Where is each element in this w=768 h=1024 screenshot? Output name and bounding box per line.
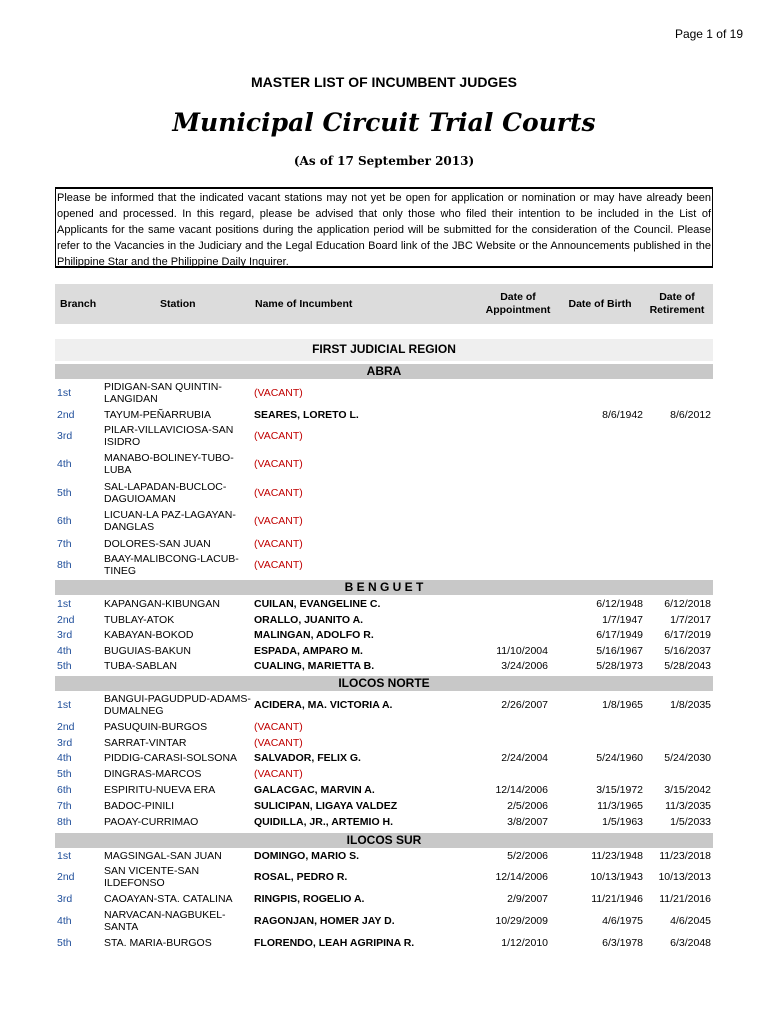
incumbent-cell: SALVADOR, FELIX G. [254, 752, 361, 764]
incumbent-cell: (VACANT) [254, 487, 303, 499]
appointment-cell: 2/9/2007 [507, 893, 548, 905]
incumbent-cell: (VACANT) [254, 720, 303, 733]
branch-cell: 7th [57, 537, 72, 550]
birth-cell: 1/7/1947 [602, 613, 643, 626]
station-cell: PASUQUIN-BURGOS [104, 720, 208, 733]
station-cell: ESPIRITU-NUEVA ERA [104, 784, 216, 796]
retirement-cell [645, 551, 711, 579]
table-row [55, 848, 713, 863]
appointment-cell: 12/14/2006 [495, 784, 548, 796]
appointment-cell: 12/14/2006 [495, 871, 548, 883]
branch-cell: 4th [57, 915, 72, 927]
birth-cell: 11/3/1965 [597, 800, 643, 812]
province-header: ABRA [55, 364, 713, 379]
branch-cell: 3rd [57, 736, 73, 749]
appointment-cell [445, 719, 548, 734]
retirement-cell [645, 766, 711, 781]
station-cell: SAL-LAPADAN-BUCLOC-DAGUIOAMAN [104, 481, 227, 505]
appointment-cell [445, 536, 548, 551]
station-cell: DOLORES-SAN JUAN [104, 537, 211, 550]
retirement-cell [645, 507, 711, 535]
branch-cell: 1st [57, 387, 72, 399]
retirement-cell [645, 422, 711, 450]
retirement-cell: 11/3/2035 [665, 800, 711, 812]
branch-cell: 1st [57, 849, 72, 862]
branch-cell: 2nd [57, 871, 75, 883]
station-cell: PAOAY-CURRIMAO [104, 816, 199, 828]
region-title: FIRST JUDICIAL REGION [55, 339, 713, 361]
station-cell: DINGRAS-MARCOS [104, 767, 202, 780]
header-name: Name of Incumbent [255, 297, 353, 310]
appointment-cell: 2/5/2006 [507, 800, 548, 812]
station-cell: MAGSINGAL-SAN JUAN [104, 849, 222, 862]
branch-cell: 3rd [57, 629, 73, 641]
branch-cell: 5th [57, 660, 72, 672]
birth-cell [552, 735, 643, 750]
birth-cell [552, 507, 643, 535]
birth-cell: 5/24/1960 [596, 752, 643, 764]
birth-cell [552, 719, 643, 734]
branch-cell: 4th [57, 458, 72, 470]
station-cell: TUBLAY-ATOK [104, 613, 175, 626]
station-cell: BADOC-PINILI [104, 800, 175, 812]
retirement-cell: 1/7/2017 [670, 613, 711, 626]
birth-cell: 5/28/1973 [596, 660, 643, 672]
birth-cell: 11/21/1946 [591, 893, 643, 905]
branch-cell: 6th [57, 515, 72, 527]
birth-cell: 8/6/1942 [602, 408, 643, 421]
province-header: ILOCOS SUR [55, 833, 713, 848]
incumbent-cell: SULICIPAN, LIGAYA VALDEZ [254, 800, 398, 812]
table-row [55, 798, 713, 814]
station-cell: BUGUIAS-BAKUN [104, 644, 191, 657]
birth-cell [552, 422, 643, 450]
branch-cell: 5th [57, 487, 72, 499]
incumbent-cell: GALACGAC, MARVIN A. [254, 784, 375, 796]
table-row [55, 907, 713, 935]
table-row [55, 643, 713, 658]
station-cell: SAN VICENTE-SAN ILDEFONSO [104, 865, 200, 889]
birth-cell [552, 766, 643, 781]
table-row [55, 422, 713, 450]
header-birth: Date of Birth [568, 297, 632, 310]
table-row [55, 691, 713, 719]
retirement-cell: 5/28/2043 [664, 660, 711, 672]
notice-box: Please be informed that the indicated vacant stations may not yet be open for application or nomination or may have already been opened and processed. In this regard, please be advised that only those who filed their intention to be included in the List of Applicants for the same vacant positions during the application period will be submitted for the consideration of the Council. Please refer to the Vacancies in the Judiciary and the Legal Education Board link of the JBC Website or the Announcements published in the Philippine Star and the Philippine Daily Inquirer. [55, 187, 713, 268]
branch-cell: 5th [57, 767, 72, 780]
table-row [55, 379, 713, 407]
appointment-cell [445, 379, 548, 407]
birth-cell: 1/8/1965 [602, 699, 643, 711]
birth-cell: 6/3/1978 [602, 937, 643, 949]
birth-cell: 11/23/1948 [591, 849, 643, 862]
retirement-cell: 11/23/2018 [659, 849, 711, 862]
birth-cell [552, 450, 643, 478]
table-row [55, 551, 713, 579]
station-cell: BANGUI-PAGUDPUD-ADAMS-DUMALNEG [104, 693, 251, 717]
branch-cell: 7th [57, 800, 72, 812]
incumbent-cell: (VACANT) [254, 767, 303, 780]
incumbent-cell: DOMINGO, MARIO S. [254, 849, 359, 862]
appointment-cell: 5/2/2006 [507, 849, 548, 862]
table-row [55, 750, 713, 766]
retirement-cell: 10/13/2013 [658, 871, 711, 883]
header-branch: Branch [60, 297, 97, 310]
table-row [55, 735, 713, 750]
appointment-cell: 2/24/2004 [501, 752, 548, 764]
table-row [55, 612, 713, 627]
incumbent-cell: RINGPIS, ROGELIO A. [254, 893, 365, 905]
station-cell: TUBA-SABLAN [104, 660, 177, 672]
retirement-cell: 1/5/2033 [670, 816, 711, 828]
table-row [55, 891, 713, 907]
incumbent-cell: ROSAL, PEDRO R. [254, 871, 348, 883]
province-header: ILOCOS NORTE [55, 676, 713, 691]
birth-cell [552, 551, 643, 579]
page-number: Page 1 of 19 [674, 27, 743, 41]
incumbent-cell: SEARES, LORETO L. [254, 408, 359, 421]
birth-cell [552, 536, 643, 551]
header-appointment: Date of Appointment [485, 291, 551, 316]
retirement-cell [645, 479, 711, 507]
appointment-cell [445, 735, 548, 750]
appointment-cell [445, 766, 548, 781]
station-cell: MANABO-BOLINEY-TUBO-LUBA [104, 452, 234, 476]
header-station: Station [160, 297, 196, 310]
birth-cell [552, 479, 643, 507]
retirement-cell [645, 536, 711, 551]
incumbent-cell: RAGONJAN, HOMER JAY D. [254, 915, 395, 927]
incumbent-cell: (VACANT) [254, 458, 303, 470]
incumbent-cell: (VACANT) [254, 537, 303, 550]
table-row [55, 782, 713, 798]
branch-cell: 1st [57, 699, 72, 711]
retirement-cell: 1/8/2035 [670, 699, 711, 711]
retirement-cell: 5/24/2030 [664, 752, 711, 764]
incumbent-cell: CUALING, MARIETTA B. [254, 660, 375, 672]
branch-cell: 3rd [57, 430, 73, 442]
table-row [55, 719, 713, 734]
table-row [55, 766, 713, 781]
station-cell: TAYUM-PEÑARRUBIA [104, 408, 211, 421]
station-cell: STA. MARIA-BURGOS [104, 937, 212, 949]
table-row [55, 627, 713, 643]
birth-cell: 6/12/1948 [596, 598, 643, 610]
province-header: B E N G U E T [55, 580, 713, 595]
birth-cell [552, 379, 643, 407]
table-header [55, 284, 713, 324]
incumbent-cell: FLORENDO, LEAH AGRIPINA R. [254, 937, 415, 949]
table-row [55, 935, 713, 951]
appointment-cell [445, 422, 548, 450]
table-row [55, 863, 713, 891]
station-cell: KAPANGAN-KIBUNGAN [104, 598, 220, 610]
station-cell: NARVACAN-NAGBUKEL-SANTA [104, 909, 226, 933]
retirement-cell: 6/12/2018 [664, 598, 711, 610]
branch-cell: 5th [57, 937, 72, 949]
table-row [55, 407, 713, 422]
station-cell: KABAYAN-BOKOD [104, 629, 194, 641]
retirement-cell: 5/16/2037 [664, 644, 711, 657]
incumbent-cell: (VACANT) [254, 515, 303, 527]
branch-cell: 2nd [57, 613, 75, 626]
incumbent-cell: QUIDILLA, JR., ARTEMIO H. [254, 816, 394, 828]
retirement-cell: 8/6/2012 [670, 408, 711, 421]
table-row [55, 479, 713, 507]
appointment-cell: 3/8/2007 [507, 816, 548, 828]
table-row [55, 507, 713, 535]
table-row [55, 596, 713, 612]
retirement-cell: 4/6/2045 [670, 915, 711, 927]
birth-cell: 6/17/1949 [596, 629, 643, 641]
retirement-cell: 6/17/2019 [664, 629, 711, 641]
branch-cell: 8th [57, 559, 72, 571]
incumbent-cell: ORALLO, JUANITO A. [254, 613, 364, 626]
incumbent-cell: (VACANT) [254, 387, 303, 399]
birth-cell: 3/15/1972 [596, 784, 643, 796]
document-subtitle: Municipal Circuit Trial Courts [172, 108, 596, 137]
retirement-cell [645, 719, 711, 734]
retirement-cell [645, 450, 711, 478]
birth-cell: 4/6/1975 [602, 915, 643, 927]
branch-cell: 1st [57, 598, 72, 610]
branch-cell: 8th [57, 816, 72, 828]
appointment-cell: 1/12/2010 [501, 937, 548, 949]
retirement-cell: 11/21/2016 [659, 893, 711, 905]
incumbent-cell: ACIDERA, MA. VICTORIA A. [254, 699, 393, 711]
table-row [55, 658, 713, 674]
station-cell: CAOAYAN-STA. CATALINA [104, 893, 233, 905]
appointment-cell [445, 627, 548, 643]
appointment-cell [445, 479, 548, 507]
incumbent-cell: (VACANT) [254, 736, 303, 749]
birth-cell: 5/16/1967 [596, 644, 643, 657]
branch-cell: 4th [57, 752, 72, 764]
appointment-cell [445, 450, 548, 478]
appointment-cell: 11/10/2004 [496, 644, 548, 657]
birth-cell: 1/5/1963 [602, 816, 643, 828]
station-cell: BAAY-MALIBCONG-LACUB-TINEG [104, 553, 239, 577]
appointment-cell [445, 551, 548, 579]
retirement-cell: 6/3/2048 [670, 937, 711, 949]
appointment-cell: 3/24/2006 [501, 660, 548, 672]
station-cell: PIDIGAN-SAN QUINTIN-LANGIDAN [104, 381, 222, 405]
retirement-cell [645, 379, 711, 407]
branch-cell: 4th [57, 644, 72, 657]
retirement-cell [645, 735, 711, 750]
branch-cell: 6th [57, 784, 72, 796]
branch-cell: 2nd [57, 408, 75, 421]
incumbent-cell: (VACANT) [254, 559, 303, 571]
header-retirement: Date of Retirement [649, 291, 705, 316]
station-cell: PIDDIG-CARASI-SOLSONA [104, 752, 238, 764]
document-title: MASTER LIST OF INCUMBENT JUDGES [250, 74, 517, 90]
appointment-cell: 10/29/2009 [495, 915, 548, 927]
branch-cell: 3rd [57, 893, 73, 905]
branch-cell: 2nd [57, 720, 75, 733]
incumbent-cell: MALINGAN, ADOLFO R. [254, 629, 374, 641]
retirement-cell: 3/15/2042 [664, 784, 711, 796]
incumbent-cell: CUILAN, EVANGELINE C. [254, 598, 381, 610]
incumbent-cell: (VACANT) [254, 430, 303, 442]
appointment-cell [445, 612, 548, 627]
birth-cell: 10/13/1943 [590, 871, 643, 883]
table-row [55, 536, 713, 551]
appointment-cell [445, 596, 548, 612]
table-row [55, 814, 713, 830]
appointment-cell [445, 407, 548, 422]
as-of-date: (As of 17 September 2013) [293, 154, 475, 168]
appointment-cell [445, 507, 548, 535]
station-cell: PILAR-VILLAVICIOSA-SAN ISIDRO [104, 424, 234, 448]
station-cell: LICUAN-LA PAZ-LAGAYAN-DANGLAS [104, 509, 236, 533]
table-row [55, 450, 713, 478]
incumbent-cell: ESPADA, AMPARO M. [254, 644, 363, 657]
appointment-cell: 2/26/2007 [501, 699, 548, 711]
station-cell: SARRAT-VINTAR [104, 736, 187, 749]
